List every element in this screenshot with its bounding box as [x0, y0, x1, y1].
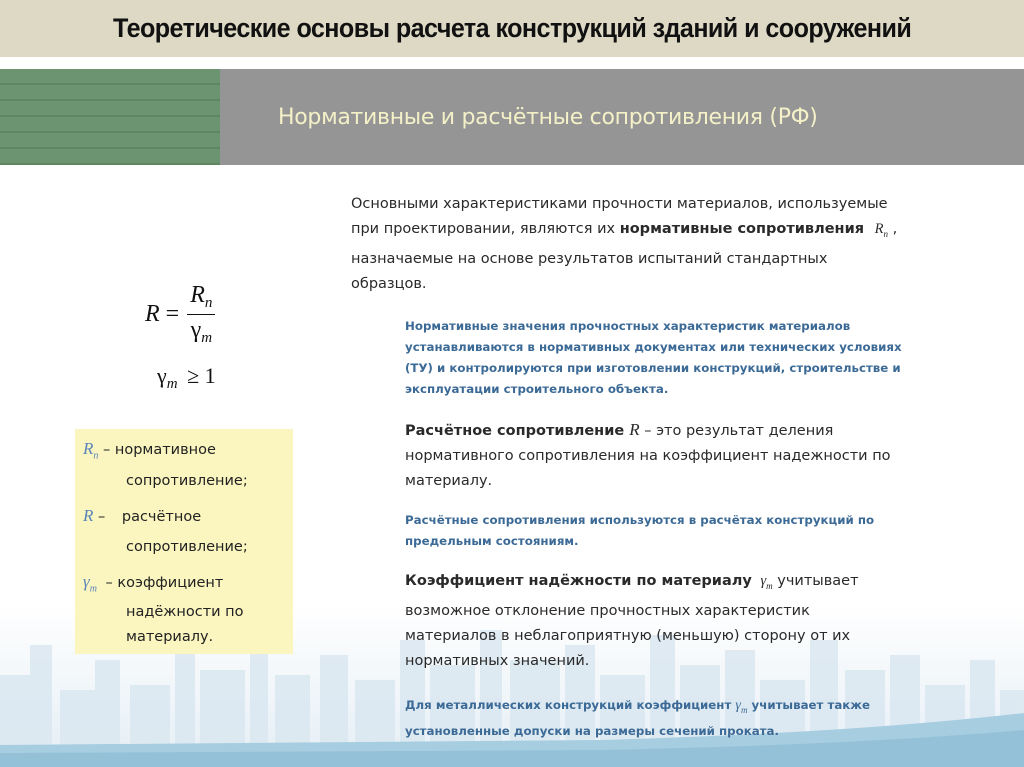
legend-dash: –: [98, 509, 106, 525]
text-line: материалов в неблагоприятную (меньшую) сторону от их: [405, 627, 851, 644]
formula-fraction: [187, 282, 215, 347]
note-normative-values: [405, 316, 985, 400]
text-line: [405, 417, 985, 444]
symbol-gamma-m: $\gamma_m$: [735, 698, 748, 715]
text-line: [405, 569, 985, 599]
denominator-subscript: m: [201, 330, 213, 346]
paragraph-design-resistance: [405, 417, 985, 494]
text-span: при проектировании, являются их: [351, 221, 620, 237]
slide-heading: Нормативные и расчётные сопротивления (РФ): [278, 104, 818, 130]
legend-dash: –: [105, 575, 113, 591]
bold-term: Коэффициент надёжности по материалу: [405, 573, 752, 589]
text-span: ,: [888, 221, 898, 237]
text-line: образцов.: [351, 275, 427, 292]
condition-rest: ≥ 1: [187, 363, 216, 388]
slide: [0, 57, 1024, 767]
title-bar: [0, 0, 1024, 57]
text-line: устанавливаются в нормативных документах или технических условиях: [405, 340, 902, 354]
text-line: установленные допуски на размеры сечений проката.: [405, 723, 779, 738]
legend-symbol: $\gamma_m$: [83, 572, 97, 595]
text-span: учитывает: [772, 573, 859, 589]
legend-box: [75, 429, 293, 654]
text-span: учитывает также: [747, 698, 871, 712]
paragraph-reliability-coefficient: [405, 569, 985, 674]
legend-symbol: $R_n$: [83, 439, 99, 462]
text-line: возможное отклонение прочностных характеристик: [405, 602, 810, 619]
text-span: Для металлических конструкций коэффициент: [405, 698, 736, 712]
text-line: Нормативные значения прочностных характеристик материалов: [405, 319, 851, 333]
text-line: Расчётные сопротивления используются в расчётах конструкций по: [405, 513, 875, 527]
legend-text: материалу.: [126, 629, 214, 645]
slide-header-band: [0, 69, 1024, 165]
condition-symbol: γ: [157, 363, 167, 388]
formula-lhs: R: [145, 301, 160, 327]
decorative-green-stripes: [0, 69, 220, 165]
page-title: Теоретические основы расчета конструкций зданий и сооружений: [112, 13, 912, 43]
legend-symbol: R: [83, 506, 94, 525]
legend-text: расчётное: [121, 509, 202, 525]
text-line: [405, 695, 1005, 721]
symbol-gamma-m: $\gamma_m$: [760, 573, 773, 591]
formula-equals: =: [165, 301, 180, 327]
resistance-formula: [145, 282, 216, 347]
legend-text: сопротивление;: [126, 539, 248, 555]
legend-item-r: [83, 506, 201, 526]
text-line: эксплуатации строительного объекта.: [405, 382, 669, 396]
text-line: (ТУ) и контролируются при изготовлении конструкций, строительстве и: [405, 361, 901, 375]
text-line: [351, 217, 991, 247]
legend-text: сопротивление;: [126, 473, 248, 489]
symbol-r: R: [629, 420, 640, 439]
text-line: Основными характеристиками прочности материалов, используемые: [351, 196, 888, 212]
note-design-resistance: [405, 510, 985, 552]
symbol-rn: $R_n$: [874, 221, 889, 239]
text-line: нормативного сопротивления на коэффициент надежности по: [405, 448, 891, 464]
text-line: материалу.: [405, 473, 493, 489]
fraction-numerator: R: [190, 282, 205, 308]
text-line: предельным состояниям.: [405, 534, 579, 548]
bold-term: нормативные сопротивления: [619, 221, 865, 237]
condition-subscript: m: [166, 376, 178, 392]
legend-text: надёжности по: [126, 604, 244, 620]
slide-heading-block: [220, 69, 1024, 165]
legend-item-rn: [83, 439, 216, 461]
legend-item-gamma: [83, 572, 223, 594]
bold-term: Расчётное сопротивление: [405, 423, 630, 439]
legend-dash: –: [103, 442, 111, 458]
text-span: – это результат деления: [639, 423, 834, 439]
condition-formula: [157, 363, 216, 393]
numerator-subscript: n: [204, 295, 213, 311]
text-line: нормативных значений.: [405, 652, 590, 669]
note-metal-structures: [405, 695, 1005, 742]
legend-text: нормативное: [114, 442, 216, 458]
formula-block: [145, 282, 216, 393]
text-line: назначаемые на основе результатов испытаний стандартных: [351, 250, 828, 267]
legend-text: коэффициент: [117, 575, 224, 591]
fraction-denominator: γ: [190, 317, 202, 343]
paragraph-normative: [351, 192, 991, 297]
